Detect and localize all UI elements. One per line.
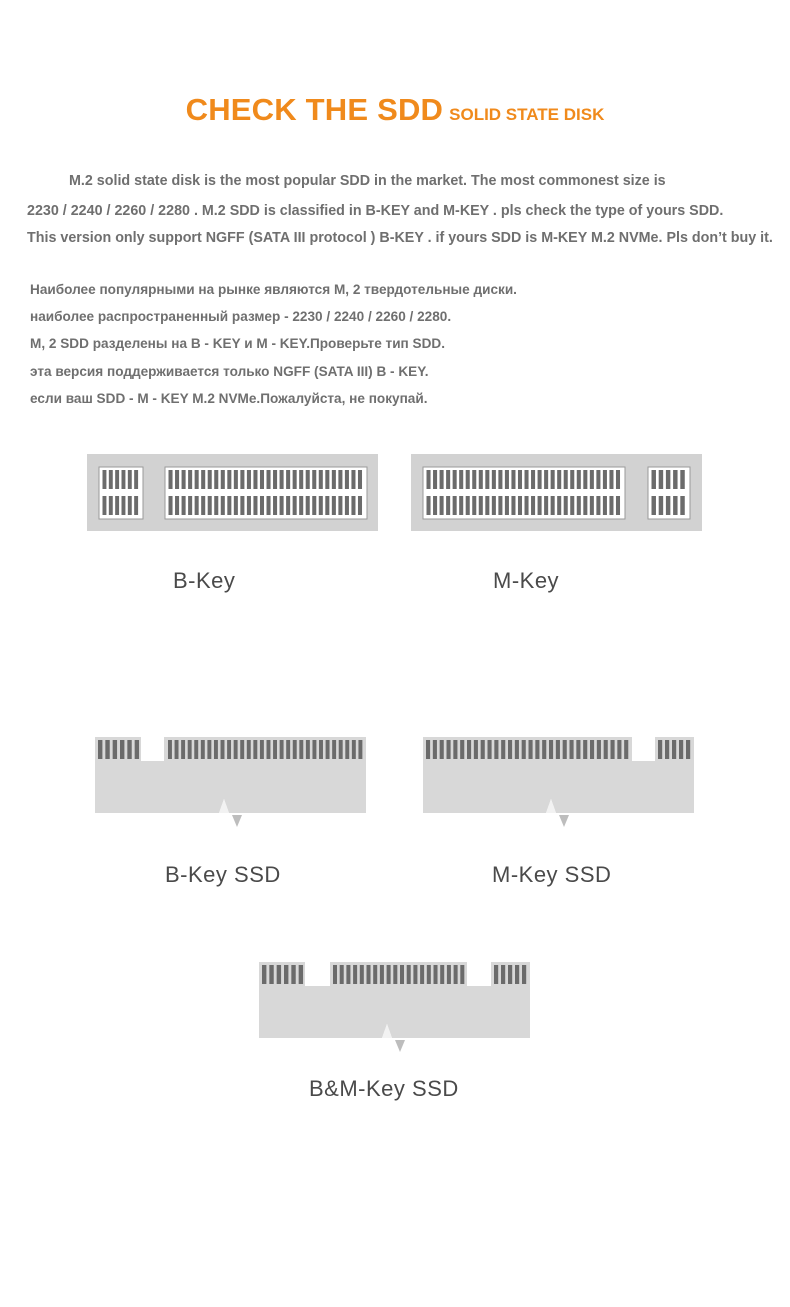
pin	[338, 496, 342, 515]
pin	[103, 496, 107, 515]
english-line-3: This version only support NGFF (SATA III protocol ) B-KEY . if yours SDD is M-KEY M.2 NVMe. Pls don’t buy it.	[27, 230, 773, 246]
gold-finger-pin	[515, 740, 519, 759]
pin	[479, 496, 483, 515]
pin	[492, 470, 496, 489]
gold-finger-pin	[277, 965, 281, 984]
gold-finger-pin	[269, 965, 273, 984]
pin	[280, 470, 284, 489]
gold-finger-pin	[306, 740, 310, 759]
b-key-ssd-label: B-Key SSD	[165, 862, 281, 887]
gold-finger-pin	[380, 965, 384, 984]
pin	[596, 496, 600, 515]
pin	[253, 496, 257, 515]
title-main: CHECK THE SDD	[185, 92, 444, 127]
pin	[427, 496, 431, 515]
pin	[472, 470, 476, 489]
pin	[498, 496, 502, 515]
page-title	[0, 92, 790, 128]
russian-line-5: если ваш SDD - M - KEY M.2 NVMe.Пожалуйста, не покупай.	[30, 391, 428, 406]
gold-finger-pin	[201, 740, 205, 759]
gold-finger-pin	[658, 740, 662, 759]
pin	[358, 470, 362, 489]
gold-finger-pin	[333, 965, 337, 984]
gold-finger-pin	[387, 965, 391, 984]
gold-finger-pin	[286, 740, 290, 759]
pin	[577, 496, 581, 515]
gold-finger-pin	[358, 740, 362, 759]
pin	[306, 496, 310, 515]
gold-finger-pin	[267, 740, 271, 759]
bm-key-ssd-diagram	[259, 962, 530, 1057]
pin	[557, 470, 561, 489]
pin	[351, 470, 355, 489]
pin	[234, 470, 238, 489]
title-subtitle: SOLID STATE DISK	[449, 105, 605, 124]
pin	[332, 496, 336, 515]
pin	[103, 470, 107, 489]
pin	[673, 470, 677, 489]
gold-finger-pin	[353, 965, 357, 984]
pin	[240, 470, 244, 489]
pin	[583, 470, 587, 489]
pin	[221, 470, 225, 489]
pin	[267, 470, 271, 489]
pin	[479, 470, 483, 489]
pin	[557, 496, 561, 515]
pin	[440, 470, 444, 489]
gold-finger-pin	[501, 740, 505, 759]
b-key-slot-diagram	[87, 454, 378, 531]
gold-finger-pin	[508, 740, 512, 759]
pin	[525, 470, 529, 489]
gold-finger-pin	[597, 740, 601, 759]
gold-finger-pin	[260, 740, 264, 759]
pin	[609, 496, 613, 515]
gold-finger-pin	[665, 740, 669, 759]
bm-key-ssd-label: B&M-Key SSD	[309, 1076, 459, 1101]
pin	[492, 496, 496, 515]
pin	[551, 496, 555, 515]
gold-finger-pin	[529, 740, 533, 759]
pin	[590, 496, 594, 515]
pin	[609, 470, 613, 489]
gold-finger-pin	[454, 965, 458, 984]
pin	[466, 470, 470, 489]
pin	[577, 470, 581, 489]
pin	[551, 470, 555, 489]
pin	[227, 496, 231, 515]
gold-finger-pin	[299, 965, 303, 984]
gold-finger-pin	[501, 965, 505, 984]
gold-finger-pin	[508, 965, 512, 984]
pin	[518, 496, 522, 515]
gold-finger-pin	[679, 740, 683, 759]
pin	[319, 496, 323, 515]
pin	[188, 496, 192, 515]
gold-finger-pin	[340, 965, 344, 984]
pin	[544, 496, 548, 515]
pin	[538, 470, 542, 489]
gold-finger-pin	[339, 740, 343, 759]
pin	[299, 496, 303, 515]
pin	[293, 496, 297, 515]
pin	[511, 496, 515, 515]
pin	[666, 496, 670, 515]
pin	[498, 470, 502, 489]
pin	[680, 496, 684, 515]
gold-finger-pin	[542, 740, 546, 759]
pin	[338, 470, 342, 489]
gold-finger-pin	[686, 740, 690, 759]
gold-finger-pin	[576, 740, 580, 759]
pin	[293, 470, 297, 489]
pin	[312, 496, 316, 515]
pin	[596, 470, 600, 489]
pin	[345, 470, 349, 489]
pin	[570, 496, 574, 515]
gold-finger-pin	[98, 740, 102, 759]
pin	[234, 496, 238, 515]
gold-finger-pin	[127, 740, 131, 759]
pin	[427, 470, 431, 489]
gold-finger-pin	[434, 965, 438, 984]
gold-finger-pin	[672, 740, 676, 759]
gold-finger-pin	[240, 740, 244, 759]
gold-finger-pin	[563, 740, 567, 759]
pin	[459, 496, 463, 515]
m-key-ssd-diagram	[423, 737, 694, 832]
pin	[590, 470, 594, 489]
pin	[286, 470, 290, 489]
pin	[260, 496, 264, 515]
pin	[440, 496, 444, 515]
gold-finger-pin	[367, 965, 371, 984]
pin	[175, 496, 179, 515]
pin	[128, 496, 132, 515]
pin	[531, 496, 535, 515]
pin	[564, 470, 568, 489]
russian-line-2: наиболее распространенный размер - 2230 / 2240 / 2260 / 2280.	[30, 309, 452, 324]
gold-finger-pin	[413, 965, 417, 984]
pin	[312, 470, 316, 489]
gold-finger-pin	[481, 740, 485, 759]
m-key-slot-diagram	[411, 454, 702, 531]
gold-finger-pin	[570, 740, 574, 759]
arrow-down	[232, 815, 242, 827]
gold-finger-pin	[181, 740, 185, 759]
pin	[240, 496, 244, 515]
gold-finger-pin	[447, 740, 451, 759]
gold-finger-pin	[234, 740, 238, 759]
pin	[453, 470, 457, 489]
pin	[616, 496, 620, 515]
pin	[511, 470, 515, 489]
gold-finger-pin	[188, 740, 192, 759]
pin	[525, 496, 529, 515]
gold-finger-pin	[175, 740, 179, 759]
pin	[195, 496, 199, 515]
pin	[299, 470, 303, 489]
gold-finger-pin	[494, 965, 498, 984]
gold-finger-pin	[474, 740, 478, 759]
gold-finger-pin	[291, 965, 295, 984]
arrow-down	[395, 1040, 405, 1052]
gold-finger-pin	[346, 965, 350, 984]
pin	[260, 470, 264, 489]
russian-line-3: M, 2 SDD разделены на B - KEY и M - KEY.Проверьте тип SDD.	[30, 336, 446, 351]
gold-finger-pin	[273, 740, 277, 759]
pin	[306, 470, 310, 489]
gold-finger-pin	[280, 740, 284, 759]
pin	[325, 496, 329, 515]
gold-finger-pin	[393, 965, 397, 984]
gold-finger-pin	[488, 740, 492, 759]
gold-finger-pin	[194, 740, 198, 759]
pin	[253, 470, 257, 489]
gold-finger-pin	[284, 965, 288, 984]
pin	[109, 496, 113, 515]
gold-finger-pin	[247, 740, 251, 759]
gold-finger-pin	[611, 740, 615, 759]
pin	[227, 470, 231, 489]
gold-finger-pin	[207, 740, 211, 759]
gold-finger-pin	[253, 740, 257, 759]
pin	[459, 470, 463, 489]
pin	[169, 496, 173, 515]
pin	[128, 470, 132, 489]
b-key-label: B-Key	[173, 568, 236, 593]
gold-finger-pin	[293, 740, 297, 759]
gold-finger-pin	[105, 740, 109, 759]
pin	[286, 496, 290, 515]
pin	[188, 470, 192, 489]
pin	[673, 496, 677, 515]
gold-finger-pin	[604, 740, 608, 759]
pin	[652, 470, 656, 489]
gold-finger-pin	[590, 740, 594, 759]
pin	[603, 470, 607, 489]
pin	[531, 470, 535, 489]
gold-finger-pin	[312, 740, 316, 759]
pin	[358, 496, 362, 515]
pin	[201, 496, 205, 515]
pin	[134, 470, 138, 489]
pin	[182, 496, 186, 515]
gold-finger-pin	[407, 965, 411, 984]
pin	[446, 496, 450, 515]
gold-finger-pin	[360, 965, 364, 984]
pin	[472, 496, 476, 515]
gold-finger-pin	[326, 740, 330, 759]
gold-finger-pin	[617, 740, 621, 759]
pin	[319, 470, 323, 489]
gold-finger-pin	[262, 965, 266, 984]
pin	[433, 496, 437, 515]
pin	[182, 470, 186, 489]
gold-finger-pin	[352, 740, 356, 759]
pin	[564, 496, 568, 515]
pin	[109, 470, 113, 489]
gold-finger-pin	[135, 740, 139, 759]
gold-finger-pin	[426, 740, 430, 759]
gold-finger-pin	[332, 740, 336, 759]
pin	[345, 496, 349, 515]
pin	[505, 496, 509, 515]
pin	[214, 470, 218, 489]
pin	[616, 470, 620, 489]
pin	[583, 496, 587, 515]
pin	[273, 470, 277, 489]
pin	[544, 470, 548, 489]
gold-finger-pin	[168, 740, 172, 759]
gold-finger-pin	[440, 965, 444, 984]
pin	[208, 496, 212, 515]
pin	[115, 496, 119, 515]
gold-finger-pin	[549, 740, 553, 759]
english-line-1: M.2 solid state disk is the most popular SDD in the market. The most commonest size is	[69, 173, 666, 189]
m-key-ssd-label: M-Key SSD	[492, 862, 612, 887]
pin	[652, 496, 656, 515]
pin	[325, 470, 329, 489]
pin	[115, 470, 119, 489]
pin	[134, 496, 138, 515]
gold-finger-pin	[556, 740, 560, 759]
gold-finger-pin	[427, 965, 431, 984]
gold-finger-pin	[420, 965, 424, 984]
pin	[485, 496, 489, 515]
gold-finger-pin	[494, 740, 498, 759]
m-key-label: M-Key	[493, 568, 560, 593]
gold-finger-pin	[460, 740, 464, 759]
pin	[195, 470, 199, 489]
gold-finger-pin	[214, 740, 218, 759]
pin	[221, 496, 225, 515]
pin	[659, 496, 663, 515]
pin	[208, 470, 212, 489]
gold-finger-pin	[515, 965, 519, 984]
pin	[466, 496, 470, 515]
gold-finger-pin	[400, 965, 404, 984]
pin	[453, 496, 457, 515]
gold-finger-pin	[447, 965, 451, 984]
gold-finger-pin	[299, 740, 303, 759]
gold-finger-pin	[373, 965, 377, 984]
pin	[659, 470, 663, 489]
pin	[446, 470, 450, 489]
russian-line-4: эта версия поддерживается только NGFF (SATA III) B - KEY.	[30, 364, 429, 379]
pin	[214, 496, 218, 515]
gold-finger-pin	[460, 965, 464, 984]
pin	[485, 470, 489, 489]
pin	[666, 470, 670, 489]
gold-finger-pin	[522, 965, 526, 984]
pin	[175, 470, 179, 489]
gold-finger-pin	[120, 740, 124, 759]
pin	[538, 496, 542, 515]
pin	[433, 470, 437, 489]
pin	[570, 470, 574, 489]
pin	[351, 496, 355, 515]
pin	[603, 496, 607, 515]
arrow-down	[559, 815, 569, 827]
pin	[201, 470, 205, 489]
pin	[680, 470, 684, 489]
gold-finger-pin	[624, 740, 628, 759]
gold-finger-pin	[227, 740, 231, 759]
gold-finger-pin	[467, 740, 471, 759]
gold-finger-pin	[319, 740, 323, 759]
gold-finger-pin	[221, 740, 225, 759]
pin	[332, 470, 336, 489]
gold-finger-pin	[453, 740, 457, 759]
pin	[169, 470, 173, 489]
gold-finger-pin	[433, 740, 437, 759]
pin	[267, 496, 271, 515]
pin	[518, 470, 522, 489]
pin	[505, 470, 509, 489]
russian-line-1: Наиболее популярными на рынке являются M, 2 твердотельные диски.	[30, 282, 517, 297]
pin	[247, 470, 251, 489]
gold-finger-pin	[113, 740, 117, 759]
gold-finger-pin	[522, 740, 526, 759]
pin	[122, 496, 126, 515]
gold-finger-pin	[583, 740, 587, 759]
b-key-ssd-diagram	[95, 737, 366, 832]
gold-finger-pin	[440, 740, 444, 759]
pin	[122, 470, 126, 489]
gold-finger-pin	[535, 740, 539, 759]
english-line-2: 2230 / 2240 / 2260 / 2280 . M.2 SDD is classified in B-KEY and M-KEY . pls check the type of yours SDD.	[27, 203, 724, 219]
pin	[247, 496, 251, 515]
pin	[273, 496, 277, 515]
gold-finger-pin	[345, 740, 349, 759]
pin	[280, 496, 284, 515]
